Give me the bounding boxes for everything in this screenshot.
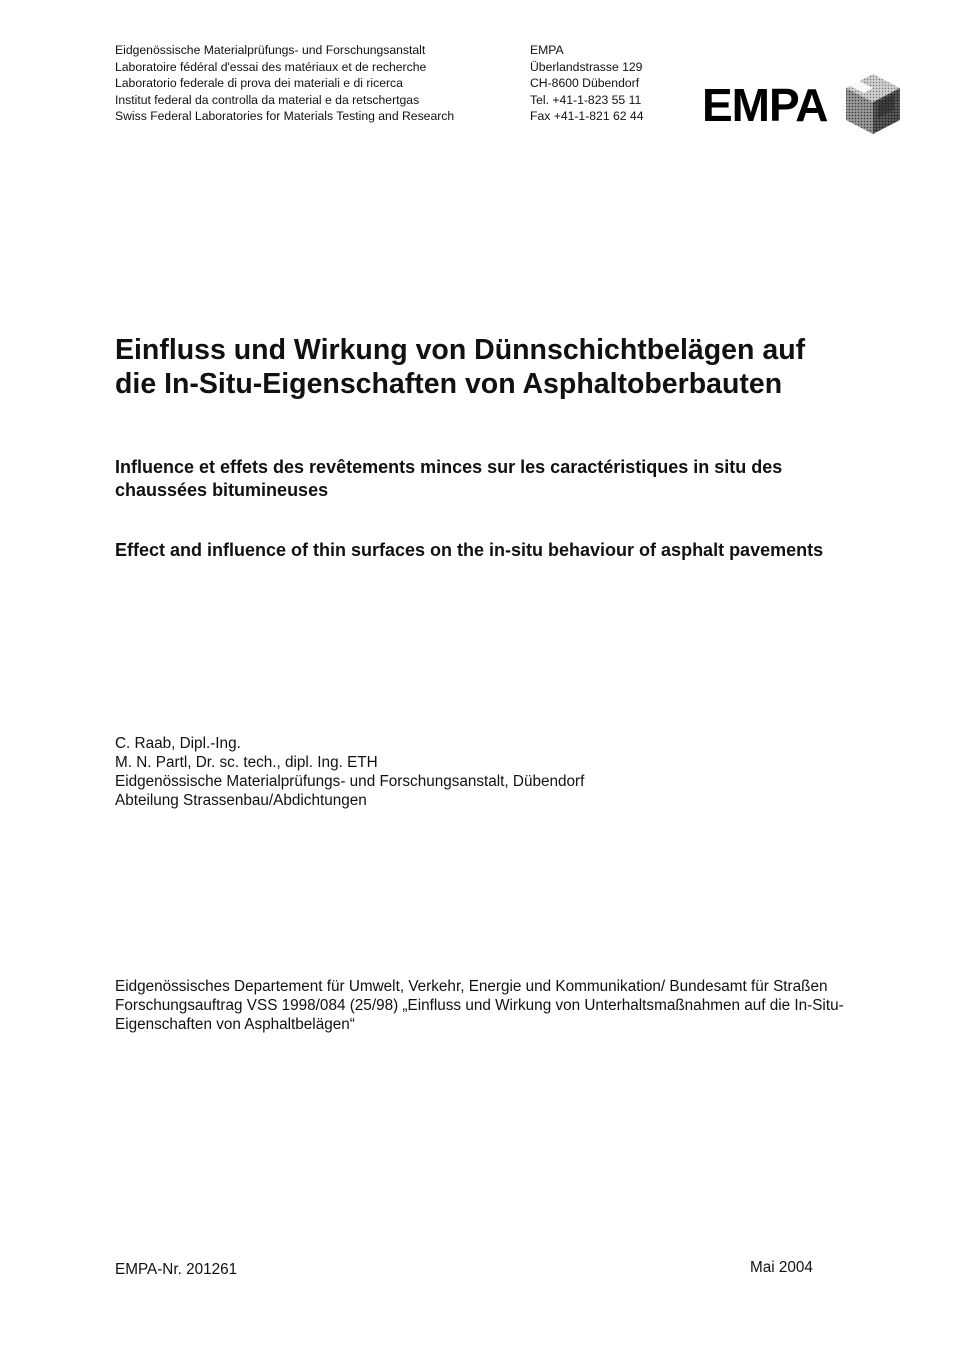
institution-address [530,42,644,125]
address-street: Überlandstrasse 129 [530,59,643,74]
address-fax: Fax +41-1-821 62 44 [530,109,644,124]
author-department: Abteilung Strassenbau/Abdichtungen [115,792,367,809]
address-phone: Tel. +41-1-823 55 11 [530,92,642,107]
report-date: Mai 2004 [750,1259,813,1276]
sponsor-department: Eidgenössisches Departement für Umwelt, Verkehr, Energie und Kommunikation/ Bundesamt für Straßen [115,978,828,995]
institution-names [115,42,454,125]
institution-line-fr: Laboratoire fédéral d'essai des matériaux et de recherche [115,59,427,74]
report-title [115,333,875,401]
cube-logo-icon [842,72,904,138]
subtitle-french: Influence et effets des revêtements minces sur les caractéristiques in situ des chaussées bitumineuses [115,457,783,500]
author-institution: Eidgenössische Materialprüfungs- und Forschungsanstalt, Dübendorf [115,773,585,790]
subtitle-english: Effect and influence of thin surfaces on the in-situ behaviour of asphalt pavements [115,540,824,560]
address-name: EMPA [530,43,564,57]
report-number: EMPA-Nr. 201261 [115,1261,238,1278]
sponsor-block [115,977,845,1034]
report-title-line-2: die In-Situ-Eigenschaften von Asphaltoberbauten [115,368,783,400]
empa-logo [702,72,902,144]
author-raab: C. Raab, Dipl.-Ing. [115,735,241,752]
research-contract: Forschungsauftrag VSS 1998/084 (25/98) „Einfluss und Wirkung von Unterhaltsmaßnahmen auf die In-Situ-Eigenschaften von Asphaltbelägen“ [115,997,844,1033]
author-partl: M. N. Partl, Dr. sc. tech., dipl. Ing. ETH [115,754,378,771]
address-city: CH-8600 Dübendorf [530,76,640,91]
institution-line-it: Laboratorio federale di prova dei materiali e di ricerca [115,76,403,91]
author-block [115,734,584,810]
institution-line-en: Swiss Federal Laboratories for Materials Testing and Research [115,109,455,124]
report-title-line-1: Einfluss und Wirkung von Dünnschichtbelägen auf [115,334,806,366]
institution-line-rm: Institut federal da controlla da material e da retschertgas [115,92,420,107]
institution-line-de: Eidgenössische Materialprüfungs- und Forschungsanstalt [115,43,426,57]
empa-logo-text: EMPA [702,79,828,131]
